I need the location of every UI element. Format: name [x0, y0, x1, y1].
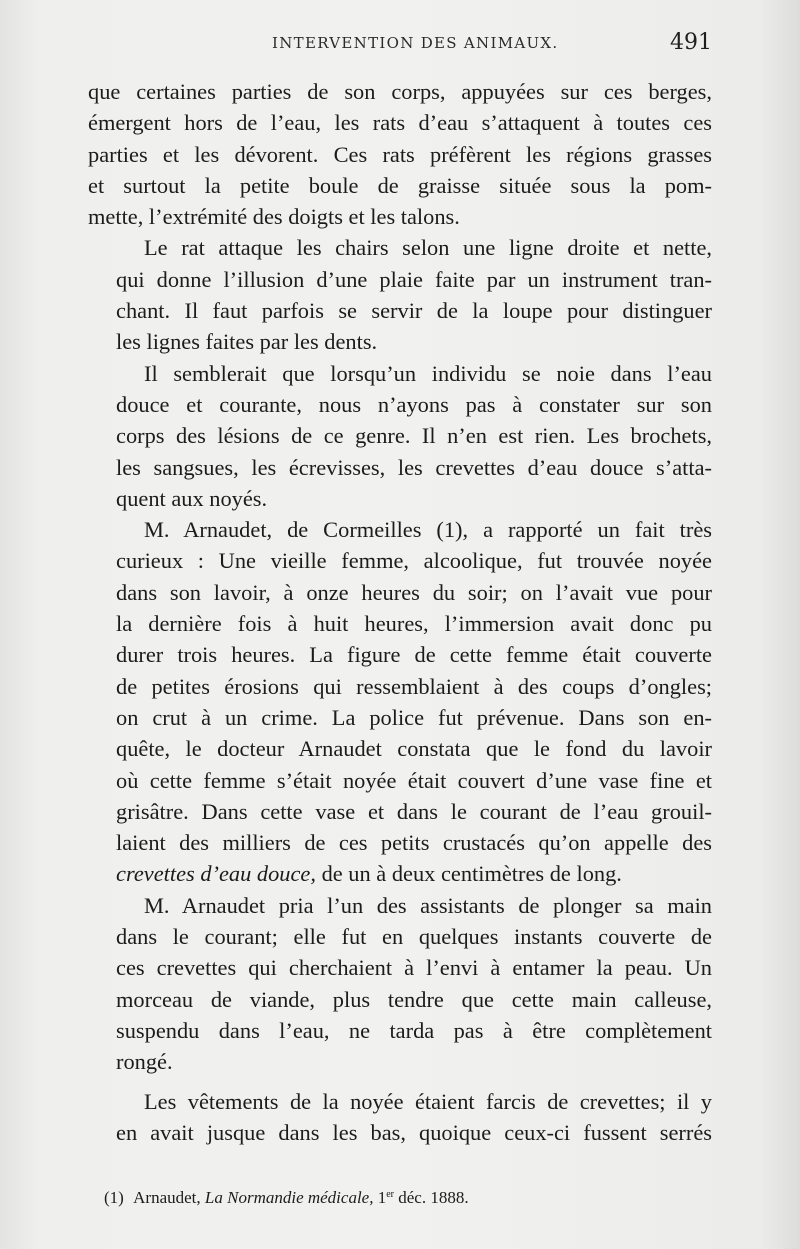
text-line: rongé. [116, 1049, 173, 1075]
text-line: ces crevettes qui cherchaient à l’envi à entamer la peau. Un [116, 955, 712, 981]
footnote-author: Arnaudet, [133, 1188, 201, 1207]
text-line: grisâtre. Dans cette vase et dans le courant de l’eau grouil- [116, 798, 712, 824]
text-line: Les vêtements de la noyée étaient farcis de crevettes; il y [144, 1088, 712, 1114]
text-line: M. Arnaudet, de Cormeilles (1), a rapporté un fait très [144, 517, 712, 543]
text-line-italic [88, 858, 712, 889]
text-line: suspendu dans l’eau, ne tarda pas à être complètement [116, 1017, 712, 1043]
text-line: Il semblerait que lorsqu’un individu se noie dans l’eau [144, 360, 712, 386]
page-header [264, 30, 712, 64]
text-line: et surtout la petite boule de graisse située sous la pom- [88, 172, 712, 198]
text-line: où cette femme s’était noyée était couvert d’une vase fine et [116, 767, 712, 793]
paragraph-2 [88, 232, 712, 357]
footnote [104, 1188, 469, 1208]
text-line: dans son lavoir, à onze heures du soir; on l’avait vue pour [116, 579, 712, 605]
text-line: Le rat attaque les chairs selon une ligne droite et nette, [144, 235, 712, 261]
paragraph-1 [88, 76, 712, 232]
text-fragment: de un à deux centimètres de long. [315, 861, 622, 887]
footnote-journal: La Normandie médicale, [204, 1188, 374, 1207]
text-line: quête, le docteur Arnaudet constata que le fond du lavoir [116, 736, 712, 762]
text-line: on crut à un crime. La police fut prévenue. Dans son en- [116, 704, 712, 730]
text-line: la dernière fois à huit heures, l’immersion avait donc pu [116, 611, 712, 637]
text-line: durer trois heures. La figure de cette femme était couverte [116, 642, 712, 668]
text-line: que certaines parties de son corps, appuyées sur ces berges, [88, 79, 712, 104]
body-text [88, 76, 712, 1148]
footnote-date: déc. 1888. [394, 1188, 469, 1207]
footnote-ref: (1) [104, 1188, 124, 1207]
paragraph-6 [88, 1086, 712, 1149]
text-line: chant. Il faut parfois se servir de la loupe pour distinguer [116, 298, 712, 324]
text-line: les lignes faites par les dents. [116, 329, 378, 355]
text-line: curieux : Une vieille femme, alcoolique, fut trouvée noyée [116, 548, 712, 574]
page-number: 491 [670, 30, 712, 55]
text-line: quent aux noyés. [116, 485, 268, 511]
text-line: qui donne l’illusion d’une plaie faite par un instrument tran- [116, 266, 712, 292]
paragraph-5 [88, 890, 712, 1078]
text-line: M. Arnaudet pria l’un des assistants de plonger sa main [144, 892, 712, 918]
paragraph-3 [88, 358, 712, 514]
text-line: parties et les dévorent. Ces rats préfèrent les régions grasses [88, 141, 712, 167]
text-line: mette, l’extrémité des doigts et les talons. [88, 204, 460, 230]
text-line: douce et courante, nous n’ayons pas à constater sur son [116, 391, 712, 417]
text-line: de petites érosions qui ressemblaient à des coups d’ongles; [116, 673, 712, 699]
text-line: morceau de viande, plus tendre que cette main calleuse, [116, 986, 712, 1012]
text-line: laient des milliers de ces petits crustacés qu’on appelle des [116, 830, 712, 856]
text-line: émergent hors de l’eau, les rats d’eau s’attaquent à toutes ces [88, 110, 712, 136]
text-line: en avait jusque dans les bas, quoique ceux-ci fussent serrés [116, 1119, 712, 1145]
paragraph-4 [88, 514, 712, 890]
footnote-day: 1 [377, 1188, 387, 1207]
text-line: corps des lésions de ce genre. Il n’en est rien. Les brochets, [116, 423, 712, 449]
text-line: dans le courant; elle fut en quelques instants couverte de [116, 924, 712, 950]
footnote-day-sup: er [386, 1189, 395, 1200]
italic-term: crevettes d’eau douce, [116, 861, 316, 887]
running-title: INTERVENTION DES ANIMAUX. [272, 34, 559, 52]
text-line: les sangsues, les écrevisses, les crevettes d’eau douce s’atta- [116, 454, 712, 480]
